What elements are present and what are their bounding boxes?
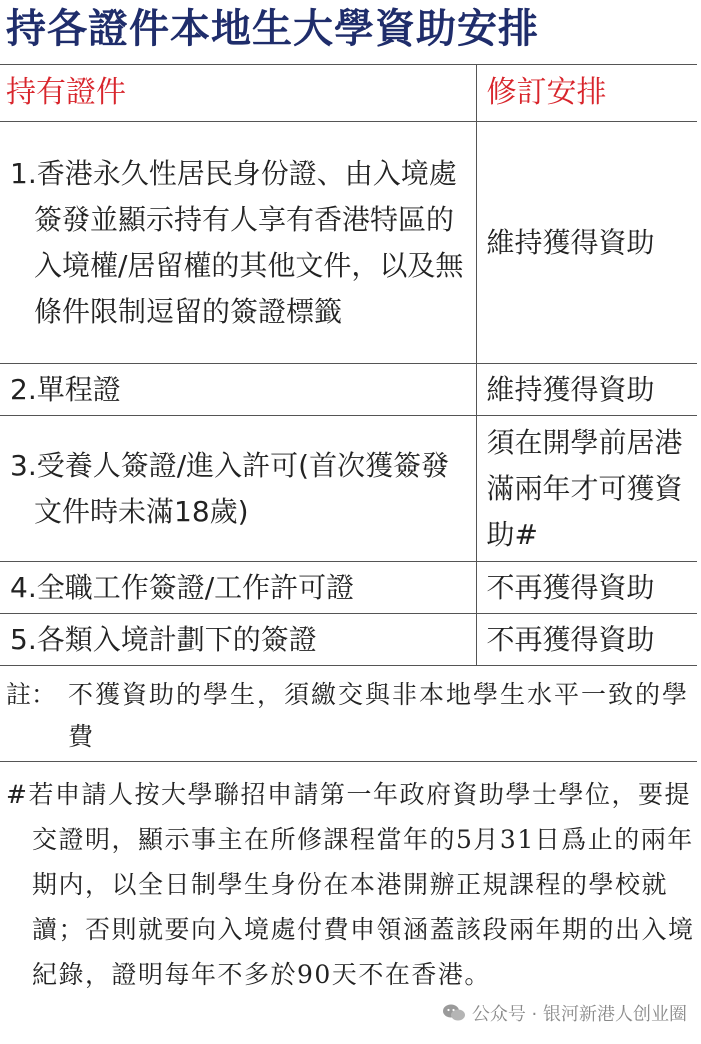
wechat-icon (442, 1003, 466, 1023)
table-row (0, 122, 697, 364)
header-documents: 持有證件 (0, 65, 476, 122)
watermark (442, 1000, 687, 1026)
row-arrangement: 不再獲得資助 (476, 614, 697, 666)
row-arrangement: 維持獲得資助 (476, 364, 697, 416)
note-block (0, 666, 697, 762)
footnote: #若申請人按大學聯招申請第一年政府資助學士學位，要提交證明，顯示事主在所修課程當年的5月31日爲止的兩年期内，以全日制學生身份在本港開辦正規課程的學校就讀；否則就要向入境處付費申領涵蓋該段兩年期的出入境紀錄，證明每年不多於90天不在香港。 (6, 780, 695, 989)
table-row (0, 416, 697, 562)
table-row (0, 562, 697, 614)
watermark-text: 公众号 · 银河新港人创业圈 (471, 1004, 687, 1025)
row-document: 1.香港永久性居民身份證、由入境處簽發並顯示持有人享有香港特區的入境權/居留權的其他文件，以及無條件限制逗留的簽證標籤 (0, 122, 476, 364)
page-title: 持各證件本地生大學資助安排 (6, 6, 539, 52)
row-document: 2.單程證 (0, 364, 476, 416)
table-header-row (0, 65, 697, 122)
row-arrangement: 維持獲得資助 (476, 122, 697, 364)
row-arrangement: 不再獲得資助 (476, 562, 697, 614)
note-label: 註： (6, 680, 57, 709)
row-document: 5.各類入境計劃下的簽證 (0, 614, 476, 666)
row-arrangement: 須在開學前居港滿兩年才可獲資助# (476, 416, 697, 562)
header-arrangement: 修訂安排 (476, 65, 697, 122)
row-document: 4.全職工作簽證/工作許可證 (0, 562, 476, 614)
note-text: 不獲資助的學生，須繳交與非本地學生水平一致的學費 (68, 680, 690, 751)
eligibility-table (0, 64, 697, 666)
table-row (0, 614, 697, 666)
row-document: 3.受養人簽證/進入許可(首次獲簽發文件時未滿18歲) (0, 416, 476, 562)
table-row (0, 364, 697, 416)
